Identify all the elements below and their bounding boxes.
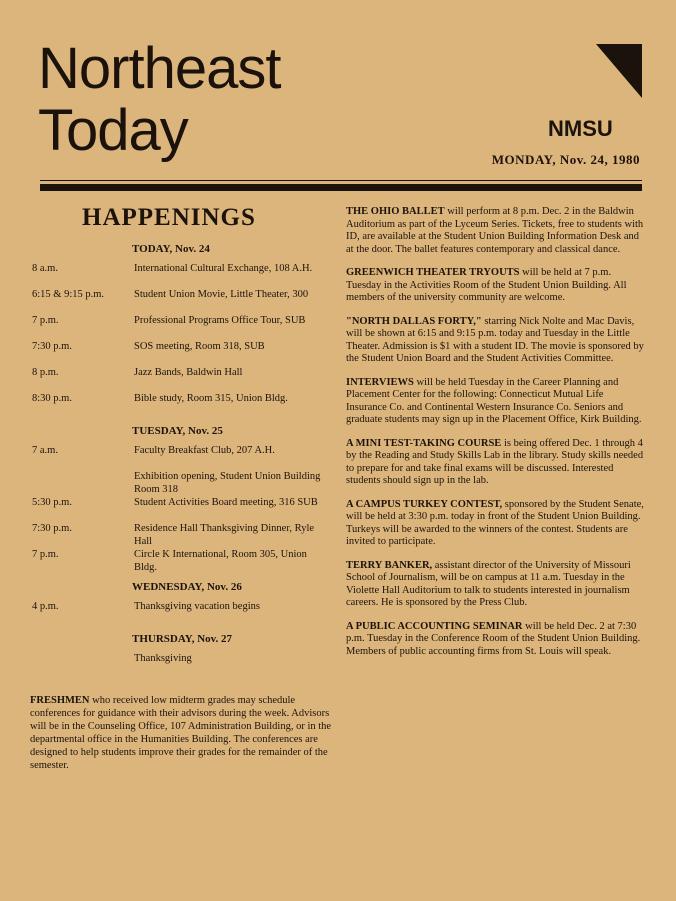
schedule-row	[30, 340, 335, 366]
announcement-text: will be held at 7 p.m. Tuesday in the Activities Room of the Student Union Building. All members of the university community are welcome.	[346, 267, 627, 303]
announcement-lead: TERRY BANKER,	[346, 559, 433, 571]
schedule-row	[30, 392, 335, 418]
schedule-day-heading: WEDNESDAY, Nov. 26	[132, 581, 242, 593]
happenings-title: HAPPENINGS	[82, 204, 256, 231]
announcements-column	[346, 206, 644, 669]
schedule-event: Residence Hall Thanksgiving Dinner, Ryle Hall	[134, 523, 315, 547]
schedule-row	[30, 288, 335, 314]
schedule-row	[30, 652, 335, 678]
schedule-time: 8 a.m.	[32, 263, 58, 274]
schedule-event: Professional Programs Office Tour, SUB	[134, 315, 306, 326]
masthead-title-line1: Northeast	[38, 36, 281, 101]
announcement-lead: THE OHIO BALLET	[346, 206, 445, 217]
announcement-text: sponsored by the Student Senate, will be held at 3:30 p.m. today in front of the Student Union Building. Turkeys will be awarded to the winners of the contest. Students are invited to participate.	[346, 498, 644, 547]
announcement-lead: A MINI TEST-TAKING COURSE	[346, 437, 502, 449]
happenings-column	[30, 200, 335, 772]
masthead	[38, 38, 280, 162]
announcement-text: is being offered Dec. 1 through 4 by the Reading and Study Skills Lab in the library. Study skills needed to prepare for and take final exams will be discussed. Interested students should sign up in the lab.	[346, 437, 644, 486]
schedule-event: Jazz Bands, Baldwin Hall	[134, 367, 243, 378]
announcement-lead: A PUBLIC ACCOUNTING SEMINAR	[346, 620, 523, 632]
schedule-time: 7 p.m.	[32, 549, 59, 560]
announcement-item	[346, 206, 644, 256]
schedule-event: Exhibition opening, Student Union Building Room 318	[134, 471, 321, 495]
header-rule-thick	[40, 184, 642, 191]
schedule-time: 5:30 p.m.	[32, 497, 72, 508]
announcement-item	[346, 267, 644, 305]
schedule-row	[30, 496, 335, 522]
schedule-time: 8:30 p.m.	[32, 393, 72, 404]
schedule-row	[30, 314, 335, 340]
schedule-event: SOS meeting, Room 318, SUB	[134, 341, 265, 352]
schedule-row	[30, 548, 335, 574]
announcement-text: will be held Tuesday in the Career Planning and Placement Center for the following: Connecticut Mutual Life Insurance Co. and Continental Western Insurance Co. Seniors and graduate students may sign up in the Placement Office, Kirk Building.	[346, 376, 642, 425]
schedule-event: Bible study, Room 315, Union Bldg.	[134, 393, 288, 404]
schedule-row	[30, 262, 335, 288]
schedule-time: 4 p.m.	[32, 601, 59, 612]
announcement-text: assistant director of the University of Missouri School of Journalism, will be on campus at 11 a.m. Tuesday in the Violette Hall Auditorium to talk to students interested in journalism careers. He is sponsored by the Press Club.	[346, 559, 631, 608]
schedule-time: 7:30 p.m.	[32, 341, 72, 352]
schedule-row	[30, 600, 335, 626]
announcement-item	[346, 560, 644, 610]
nmsu-logo-text: NMSU	[548, 116, 613, 141]
schedule-event: Circle K International, Room 305, Union Bldg.	[134, 549, 307, 573]
nmsu-logo-icon	[596, 44, 642, 98]
schedule-time: 7 p.m.	[32, 315, 59, 326]
announcement-lead: INTERVIEWS	[346, 376, 414, 388]
schedule-event: Thanksgiving vacation begins	[134, 601, 260, 612]
schedule-event: International Cultural Exchange, 108 A.H.	[134, 263, 313, 274]
schedule-row	[30, 522, 335, 548]
schedule-time: 8 p.m.	[32, 367, 59, 378]
announcement-item	[346, 316, 644, 366]
announcement-item	[346, 438, 644, 488]
announcement-lead: A CAMPUS TURKEY CONTEST,	[346, 498, 503, 510]
announcement-lead: "NORTH DALLAS FORTY,"	[346, 315, 482, 327]
freshmen-note-lead: FRESHMEN	[30, 695, 90, 706]
schedule-event: Faculty Breakfast Club, 207 A.H.	[134, 445, 275, 456]
schedule-event: Student Union Movie, Little Theater, 300	[134, 289, 309, 300]
schedule-time: 6:15 & 9:15 p.m.	[32, 289, 105, 300]
schedule-time: 7 a.m.	[32, 445, 58, 456]
schedule-list	[30, 236, 335, 678]
schedule-time: 7:30 p.m.	[32, 523, 72, 534]
masthead-title-line2: Today	[38, 98, 188, 163]
schedule-time	[30, 652, 134, 678]
issue-date: MONDAY, Nov. 24, 1980	[491, 152, 640, 167]
schedule-day-heading: TUESDAY, Nov. 25	[132, 425, 223, 437]
announcement-text: will be held Dec. 2 at 7:30 p.m. Tuesday in the Conference Room of the Student Union Building. Members of public accounting firms from St. Louis will speak.	[346, 620, 641, 657]
schedule-time	[30, 470, 134, 496]
schedule-day-heading: TODAY, Nov. 24	[132, 243, 210, 255]
schedule-event: Thanksgiving	[134, 653, 192, 664]
announcement-item	[346, 621, 644, 659]
schedule-day-heading: THURSDAY, Nov. 27	[132, 633, 233, 645]
announcement-text: starring Nick Nolte and Mac Davis, will be shown at 6:15 and 9:15 p.m. today and Tuesday in the Little Theater. Admission is $1 with a student ID. The movie is sponsored by the Student Union Board and the Student Activities Committee.	[346, 315, 644, 364]
schedule-row	[30, 444, 335, 470]
header-rule-thin	[40, 180, 642, 181]
schedule-event: Student Activities Board meeting, 316 SUB	[134, 497, 318, 508]
freshmen-note	[30, 694, 335, 772]
announcement-item	[346, 499, 644, 549]
announcement-lead: GREENWICH THEATER TRYOUTS	[346, 267, 520, 278]
schedule-row	[30, 470, 335, 496]
announcement-item	[346, 377, 644, 427]
freshmen-note-text: who received low midterm grades may schedule conferences for guidance with their advisors during the week. Advisors will be in the Counseling Office, 107 Administration Building, or in the departmental office in the Humanities Building. The conferences are designed to help students improve their grades for the remainder of the semester.	[30, 695, 332, 771]
schedule-row	[30, 366, 335, 392]
announcement-text: will perform at 8 p.m. Dec. 2 in the Baldwin Auditorium as part of the Lyceum Series. Tickets, free to students with ID, are available at the Student Union Building Information Desk and at the door. The ballet features contemporary and classical dance.	[346, 206, 644, 255]
